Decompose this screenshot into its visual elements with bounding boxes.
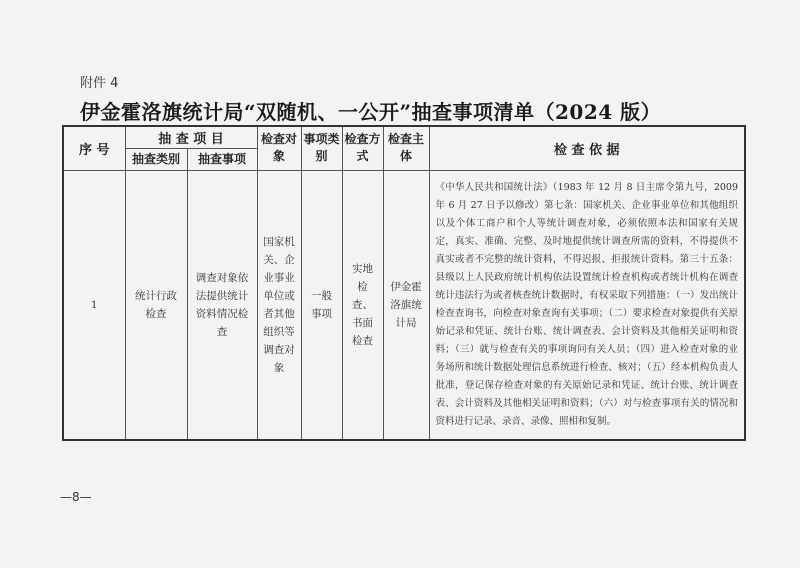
cell-item-type: 一般事项 <box>301 170 342 440</box>
cell-item: 调查对象依法提供统计资料情况检查 <box>187 170 257 440</box>
header-items-group: 抽 查 项 目 <box>125 126 257 148</box>
cell-category: 统计行政检查 <box>125 170 187 440</box>
header-item-type: 事项类别 <box>301 126 342 170</box>
header-item: 抽查事项 <box>187 148 257 170</box>
header-row-1 <box>63 126 745 148</box>
header-method: 检查方式 <box>342 126 383 170</box>
inspection-table <box>62 125 746 441</box>
table-row <box>63 170 745 440</box>
cell-basis: 《中华人民共和国统计法》（1983 年 12 月 8 日主席令第九号，2009 年 6 月 27 日予以修改）第七条：国家机关、企业事业单位和其他组织以及个体工商户和个人等统计调查对象，必须依照本法和国家有关规定，真实、准确、完整、及时地提供统计调查所需的资料，不得提供不真实或者不完整的统计资料，不得迟报、拒报统计资料。第三十五条：县级以上人民政府统计机构依法设置统计检查机构或者统计机构在调查统计违法行为或者核查统计数据时，有权采取下列措施：（一）发出统计检查查询书，向检查对象查询有关事项；（二）要求检查对象提供有关原始记录和凭证、统计台账、统计调查表、会计资料及其他相关证明和资料；（三）就与检查有关的事项询问有关人员；（四）进入检查对象的业务场所和统计数据处理信息系统进行检查、核对；（五）经本机构负责人批准，登记保存检查对象的有关原始记录和凭证、统计台账、统计调查表、会计资料及其他相关证明和资料；（六）对与检查事项有关的情况和资料进行记录、录音、录像、照相和复制。 <box>429 170 745 440</box>
cell-method: 实地检查、书面检查 <box>342 170 383 440</box>
header-category: 抽查类别 <box>125 148 187 170</box>
cell-target: 国家机关、企业事业单位或者其他组织等调查对象 <box>257 170 301 440</box>
header-seq: 序 号 <box>63 126 125 170</box>
header-basis: 检 查 依 据 <box>429 126 745 170</box>
page-title: 伊金霍洛旗统计局“双随机、一公开”抽查事项清单（2024 版） <box>80 100 662 124</box>
cell-seq: 1 <box>63 170 125 440</box>
attachment-label: 附件 4 <box>80 76 119 91</box>
header-target: 检查对象 <box>257 126 301 170</box>
header-subject: 检查主体 <box>383 126 429 170</box>
cell-subject: 伊金霍洛旗统计局 <box>383 170 429 440</box>
page-number: —8— <box>60 490 92 504</box>
